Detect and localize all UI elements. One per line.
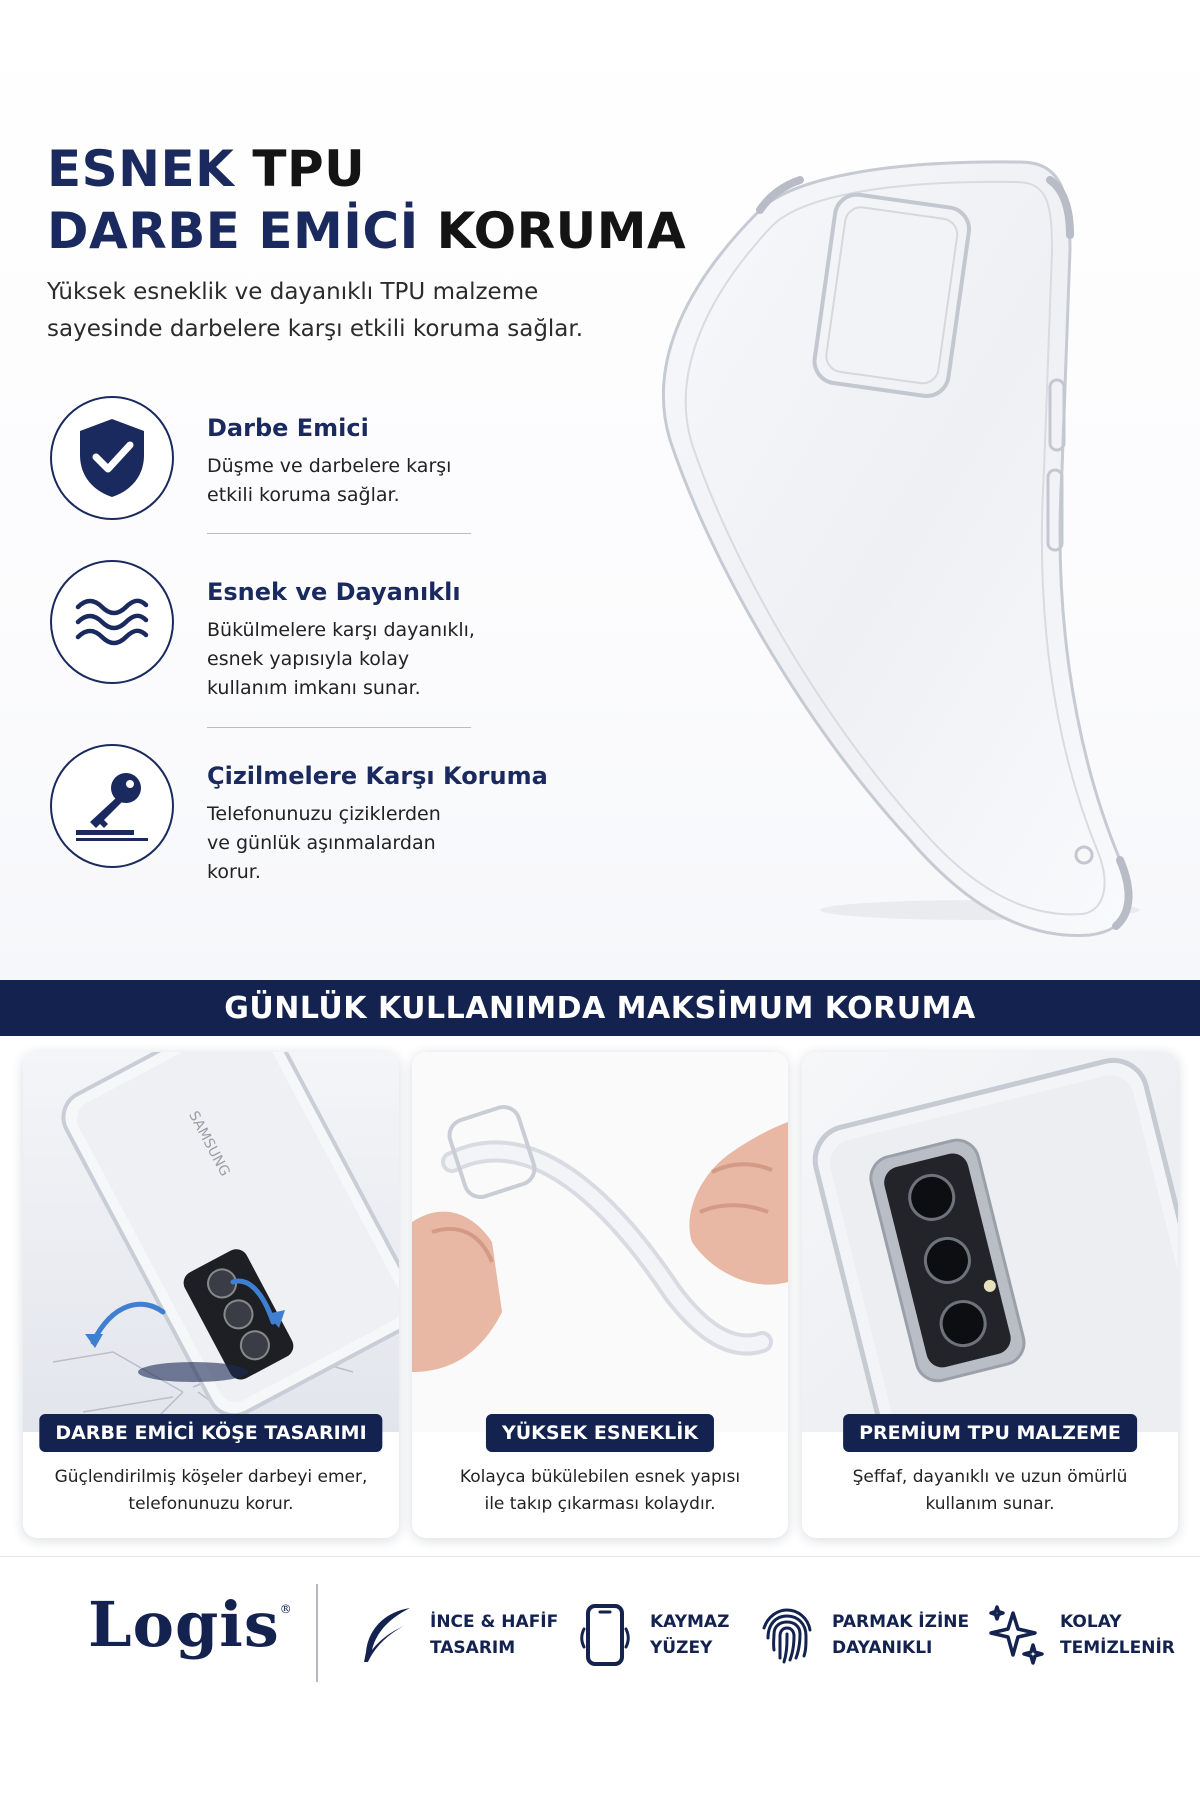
feather-icon [352,1602,418,1668]
headline-word-esnek: ESNEK [47,140,235,198]
feature-icon-circle [50,560,174,684]
footer-feature-kolay-temizlenir [982,1590,1175,1680]
card-desc-line: kullanım sunar. [925,1494,1055,1514]
feature-icon-circle [50,744,174,868]
feature-text [207,578,507,703]
feature-title: Çizilmelere Karşı Koruma [207,762,548,790]
card-premium-tpu [802,1052,1178,1538]
card-darbe-emici-kose [23,1052,399,1538]
footer-feature-line: TASARIM [430,1638,516,1658]
footer-feature-label [650,1609,729,1661]
feature-desc [207,616,507,703]
phone-brand-text: SAMSUNG [185,1108,233,1180]
sparkles-icon [982,1602,1048,1668]
brand-name: Logis [88,1588,280,1661]
feature-desc-line: Telefonunuzu çiziklerden [207,803,441,825]
fingerprint-icon [754,1602,820,1668]
footer-feature-line: YÜZEY [650,1638,713,1658]
feature-desc-line: kullanım imkanı sunar. [207,677,421,699]
feature-desc-line: Bükülmelere karşı dayanıklı, [207,619,475,641]
card-desc-line: Şeffaf, dayanıklı ve uzun ömürlü [852,1467,1128,1487]
headline-line-2 [47,200,686,262]
headline-word-tpu: TPU [252,140,366,198]
footer-feature-line: DAYANIKLI [832,1638,933,1658]
feature-text [207,414,507,510]
card-desc [802,1464,1178,1518]
footer-feature-line: İNCE & HAFİF [430,1612,559,1632]
feature-desc-line: korur. [207,861,261,883]
key-scratch-icon [70,766,154,846]
card-badge: PREMİUM TPU MALZEME [843,1414,1137,1452]
clear-case-image [650,140,1170,970]
footer-rule [0,1556,1200,1557]
brand-logo [88,1588,293,1661]
intro-line-1: Yüksek esneklik ve dayanıklı TPU malzeme [47,279,539,305]
card-desc [23,1464,399,1518]
card-yuksek-esneklik [412,1052,788,1538]
feature-desc-line: etkili koruma sağlar. [207,484,400,506]
footer-feature-ince-hafif [352,1590,558,1680]
intro-text [47,274,647,348]
footer-feature-line: TEMİZLENİR [1060,1638,1175,1658]
feature-title: Esnek ve Dayanıklı [207,578,461,606]
footer-feature-line: KOLAY [1060,1612,1122,1632]
shield-check-icon [74,415,150,501]
section-banner [0,980,1200,1036]
footer-feature-label [832,1609,969,1661]
phone-outline-icon [572,1602,638,1668]
feature-divider [207,727,471,728]
card-badge: YÜKSEK ESNEKLİK [486,1414,714,1452]
feature-desc-line: Düşme ve darbelere karşı [207,455,452,477]
card-badge: DARBE EMİCİ KÖŞE TASARIMI [39,1414,382,1452]
feature-desc [207,800,507,887]
card-desc [412,1464,788,1518]
card-desc-line: ile takıp çıkarması kolaydır. [484,1494,716,1514]
feature-desc-line: ve günlük aşınmalardan [207,832,436,854]
headline-word-koruma: KORUMA [436,202,687,260]
footer-feature-kaymaz [572,1590,729,1680]
footer-feature-label [430,1609,558,1661]
headline-line-1 [47,138,686,200]
footer [0,1556,1200,1706]
feature-desc [207,452,507,510]
footer-feature-line: PARMAK İZİNE [832,1612,970,1632]
registered-mark: ® [279,1602,293,1616]
headline-word-darbe-emici: DARBE EMİCİ [47,202,419,260]
corner-impact-image [23,1052,399,1432]
headline [47,138,686,262]
card-desc-line: Güçlendirilmiş köşeler darbeyi emer, [54,1467,368,1487]
intro-line-2: sayesinde darbelere karşı etkili koruma sağlar. [47,316,584,342]
feature-icon-circle [50,396,174,520]
card-desc-line: Kolayca bükülebilen esnek yapısı [459,1467,741,1487]
footer-divider [316,1584,318,1682]
card-desc-line: telefonunuzu korur. [128,1494,294,1514]
feature-title: Darbe Emici [207,414,369,442]
footer-feature-line: KAYMAZ [650,1612,730,1632]
feature-desc-line: esnek yapısıyla kolay [207,648,410,670]
banner-title: GÜNLÜK KULLANIMDA MAKSİMUM KORUMA [224,990,976,1026]
waves-icon [74,597,150,647]
footer-feature-label [1060,1609,1175,1661]
footer-feature-parmak-izi [754,1590,969,1680]
feature-divider [207,533,471,534]
camera-closeup-image [802,1052,1178,1432]
flexing-case-image [412,1052,788,1432]
feature-text [207,762,548,887]
